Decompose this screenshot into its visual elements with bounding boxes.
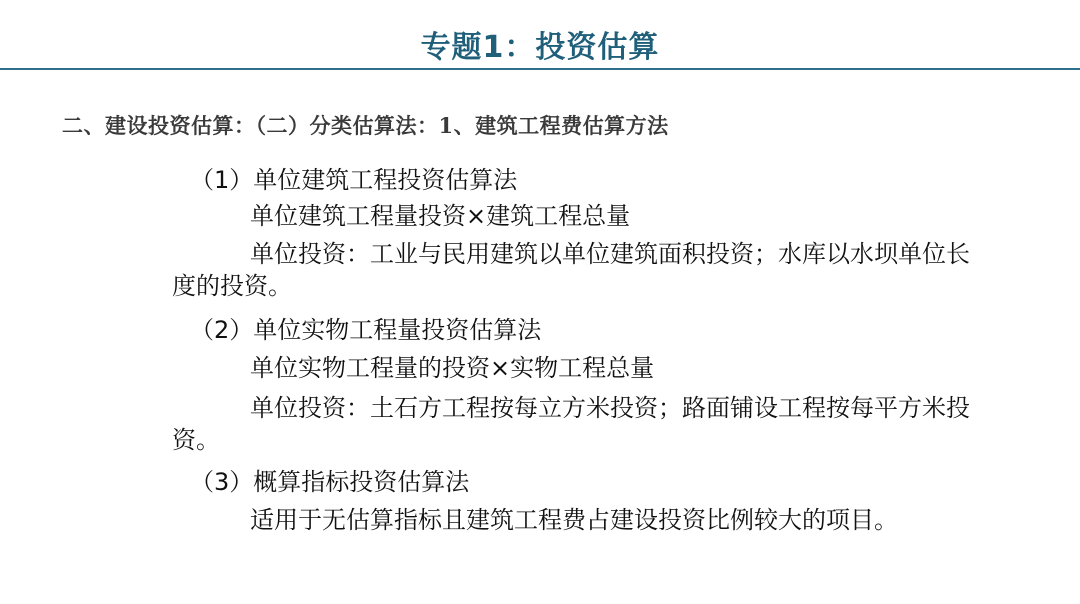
method-1-title: （1）单位建筑工程投资估算法 — [190, 166, 518, 194]
method-1-note: 单位投资：工业与民用建筑以单位建筑面积投资；水库以水坝单位长度的投资。 — [172, 240, 970, 300]
method-2-note: 单位投资：土石方工程按每立方米投资；路面铺设工程按每平方米投资。 — [172, 394, 970, 454]
method-3-note: 适用于无估算指标且建筑工程费占建设投资比例较大的项目。 — [250, 506, 898, 534]
method-2-formula: 单位实物工程量的投资×实物工程总量 — [250, 354, 655, 382]
slide-title: 专题1：投资估算 — [420, 30, 660, 65]
method-2-title: （2）单位实物工程量投资估算法 — [190, 316, 542, 344]
title-divider — [0, 68, 1080, 70]
method-3-title: （3）概算指标投资估算法 — [190, 468, 470, 496]
method-1-formula: 单位建筑工程量投资×建筑工程总量 — [250, 202, 631, 230]
content-body — [172, 162, 982, 538]
section-heading: 二、建设投资估算：（二）分类估算法：1、建筑工程费估算方法 — [62, 113, 669, 138]
